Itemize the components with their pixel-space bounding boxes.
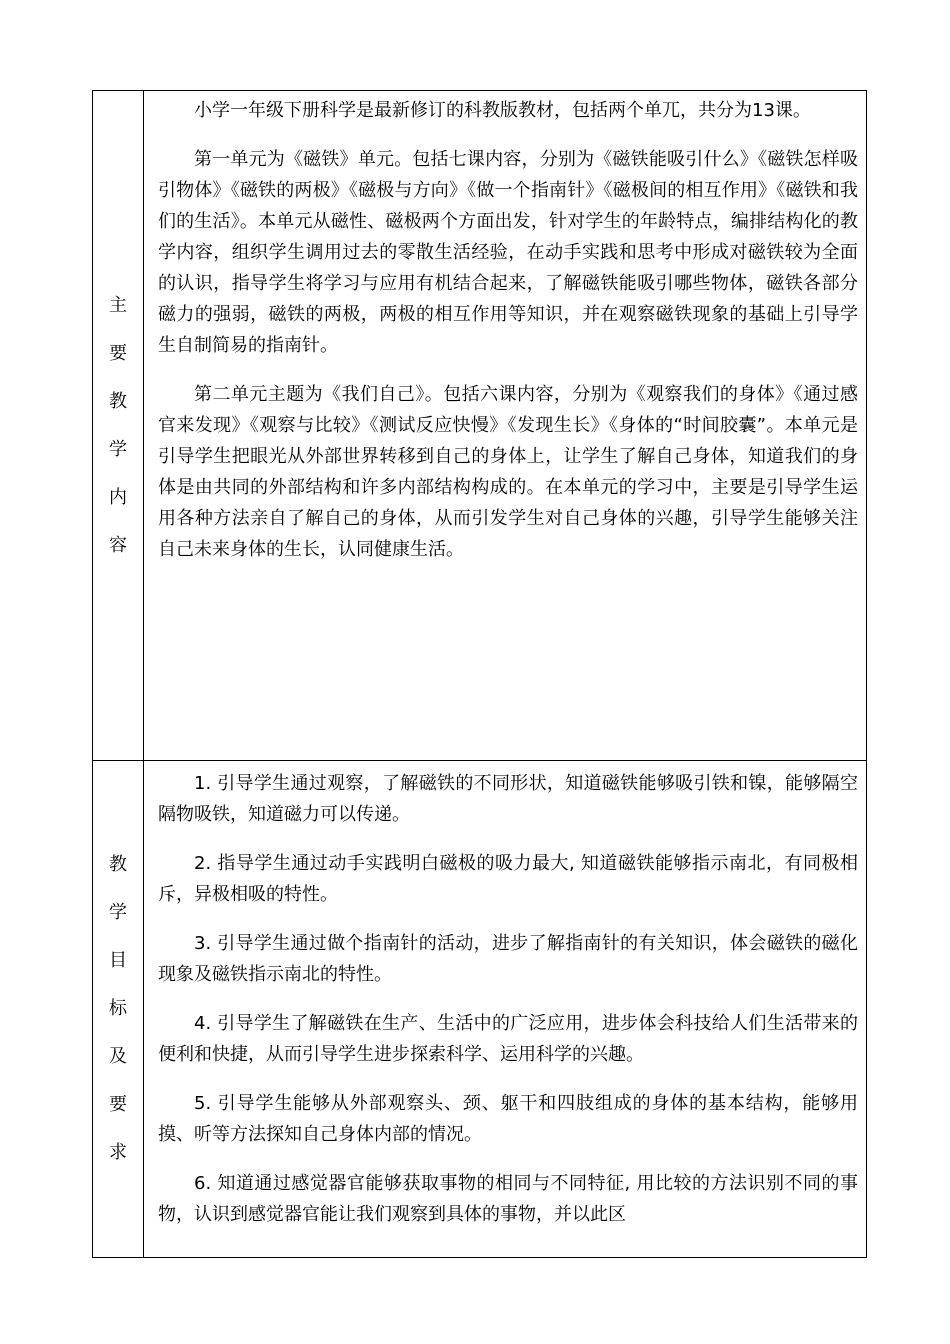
label-char: 学 [109,438,127,460]
row-label-objectives [93,761,144,1258]
objective-item: 1. 引导学生通过观察，了解磁铁的不同形状，知道磁铁能够吸引铁和镍，能够隔空隔物吸铁，知道磁力可以传递。 [158,773,858,825]
label-char: 及 [109,1046,127,1067]
label-char: 要 [109,1094,127,1115]
table-row-objectives [93,761,867,1258]
objective-item: 6. 知道通过感觉器官能够获取事物的相同与不同特征, 用比较的方法识别不同的事物，认识到感觉器官能让我们观察到具体的事物，并以此区 [158,1173,858,1225]
lesson-plan-table [92,90,867,1258]
label-char: 教 [109,854,127,875]
main-content-cell [144,91,867,761]
objectives-cell [144,761,867,1258]
label-char: 主 [109,294,127,316]
label-char: 要 [109,342,127,364]
label-char: 容 [109,534,127,556]
label-char: 教 [109,390,127,412]
label-char: 内 [109,486,127,508]
label-char: 学 [109,902,127,923]
objective-item: 3. 引导学生通过做个指南针的活动，进步了解指南针的有关知识，体会磁铁的磁化现象及磁铁指示南北的特性。 [158,933,858,985]
objective-item: 2. 指导学生通过动手实践明白磁极的吸力最大, 知道磁铁能够指示南北，有同极相斥，异极相吸的特性。 [158,853,858,905]
table-row-main-content [93,91,867,761]
objective-item: 4. 引导学生了解磁铁在生产、生活中的广泛应用，进步体会科技给人们生活带来的便利和快捷，从而引导学生进步探索科学、运用科学的兴趣。 [158,1013,858,1065]
label-char: 求 [109,1142,127,1163]
label-char: 目 [109,950,127,971]
objective-item: 5. 引导学生能够从外部观察头、颈、躯干和四肢组成的身体的基本结构，能够用摸、听等方法探知自己身体内部的情况。 [158,1093,858,1145]
row-label-main-content [93,91,144,761]
intro-paragraph: 小学一年级下册科学是最新修订的科教版教材，包括两个单兀，共分为13课。 [194,100,811,121]
unit-two-paragraph: 第二单元主题为《我们自己》。包括六课内容，分别为《观察我们的身体》《通过感官来发现》《观察与比较》《测试反应快慢》《发现生长》《身体的“时间胶囊”。本单元是引导学生把眼光从外部世界转移到自己的身体上，让学生了解自己身体，知道我们的身体是由共同的外部结构和许多内部结构构成的。在本单元的学习中，主要是引导学生运用各种方法亲自了解自己的身体，从而引发学生对自己身体的兴趣，引导学生能够关注自己未来身体的生长，认同健康生活。 [158,384,858,560]
label-char: 标 [109,998,127,1019]
unit-one-paragraph: 第一单元为《磁铁》单元。包括七课内容，分别为《磁铁能吸引什么》《磁铁怎样吸引物体》《磁铁的两极》《磁极与方向》《做一个指南针》《磁极间的相互作用》《磁铁和我们的生活》。本单元从磁性、磁极两个方面出发，针对学生的年龄特点，编排结构化的教学内容，组织学生调用过去的零散生活经验，在动手实践和思考中形成对磁铁较为全面的认识，指导学生将学习与应用有机结合起来，了解磁铁能吸引哪些物体，磁铁各部分磁力的强弱，磁铁的两极，两极的相互作用等知识，并在观察磁铁现象的基础上引导学生自制简易的指南针。 [158,149,858,356]
